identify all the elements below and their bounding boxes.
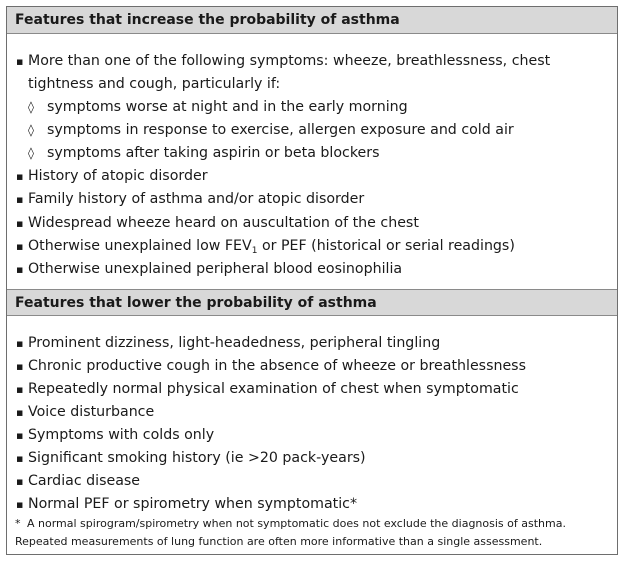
fev-suffix: or PEF (historical or serial readings) bbox=[257, 238, 515, 254]
bullet-icon: ▪ bbox=[16, 360, 24, 373]
list-item-text: symptoms worse at night and in the early morning bbox=[47, 99, 408, 115]
fev-subscript: 1 bbox=[251, 246, 258, 256]
footnote bbox=[15, 515, 609, 551]
bullet-icon: ▪ bbox=[16, 475, 24, 488]
list-item-text: Family history of asthma and/or atopic disorder bbox=[28, 191, 365, 207]
list-item-text: History of atopic disorder bbox=[28, 168, 208, 184]
list-item-text: Chronic productive cough in the absence of wheeze or breathlessness bbox=[28, 358, 526, 374]
list-item-text: Prominent dizziness, light-headedness, peripheral tingling bbox=[28, 335, 441, 351]
bullet-icon: ▪ bbox=[16, 429, 24, 442]
list-item-text: Cardiac disease bbox=[28, 473, 141, 489]
list-item-text: Otherwise unexplained peripheral blood eosinophilia bbox=[28, 261, 403, 277]
bullet-icon: ▪ bbox=[16, 337, 24, 350]
footnote-mark: * bbox=[15, 517, 21, 530]
list-item-text: Widespread wheeze heard on auscultation of the chest bbox=[28, 215, 419, 231]
bullet-icon: ▪ bbox=[16, 240, 24, 253]
bullet-icon: ▪ bbox=[16, 383, 24, 396]
bullet-icon: ▪ bbox=[16, 263, 24, 276]
lower-heading: Features that lower the probability of asthma bbox=[7, 289, 617, 316]
list-item-text: Repeatedly normal physical examination of chest when symptomatic bbox=[28, 381, 519, 397]
list-item-text: Significant smoking history (ie >20 pack-years) bbox=[28, 450, 366, 466]
footnote-text: A normal spirogram/spirometry when not symptomatic does not exclude the diagnosis of asthma. Repeated measurements of lung function are often more informative than a single assessment. bbox=[15, 517, 566, 548]
bullet-icon: ▪ bbox=[16, 406, 24, 419]
asthma-features-table bbox=[6, 6, 618, 555]
diamond-bullet-icon: ◊ bbox=[28, 146, 34, 160]
list-item-text bbox=[28, 235, 609, 258]
diamond-bullet-icon: ◊ bbox=[28, 123, 34, 137]
bullet-icon: ▪ bbox=[16, 170, 24, 183]
bullet-icon: ▪ bbox=[16, 55, 24, 68]
list-item-text: symptoms in response to exercise, allergen exposure and cold air bbox=[47, 122, 514, 138]
list-item-text: Voice disturbance bbox=[28, 404, 155, 420]
list-item-text: Symptoms with colds only bbox=[28, 427, 215, 443]
bullet-icon: ▪ bbox=[16, 193, 24, 206]
fev-text: Otherwise unexplained low FEV bbox=[28, 238, 252, 254]
diamond-bullet-icon: ◊ bbox=[28, 100, 34, 114]
list-item-text: More than one of the following symptoms: wheeze, breathlessness, chest tightness and cough, particularly if: bbox=[28, 53, 551, 92]
bullet-icon: ▪ bbox=[16, 217, 24, 230]
list-item-text: Normal PEF or spirometry when symptomatic* bbox=[28, 496, 358, 512]
bullet-icon: ▪ bbox=[16, 498, 24, 511]
bullet-icon: ▪ bbox=[16, 452, 24, 465]
list-item-text: symptoms after taking aspirin or beta blockers bbox=[47, 145, 380, 161]
increase-heading: Features that increase the probability of asthma bbox=[7, 7, 617, 34]
